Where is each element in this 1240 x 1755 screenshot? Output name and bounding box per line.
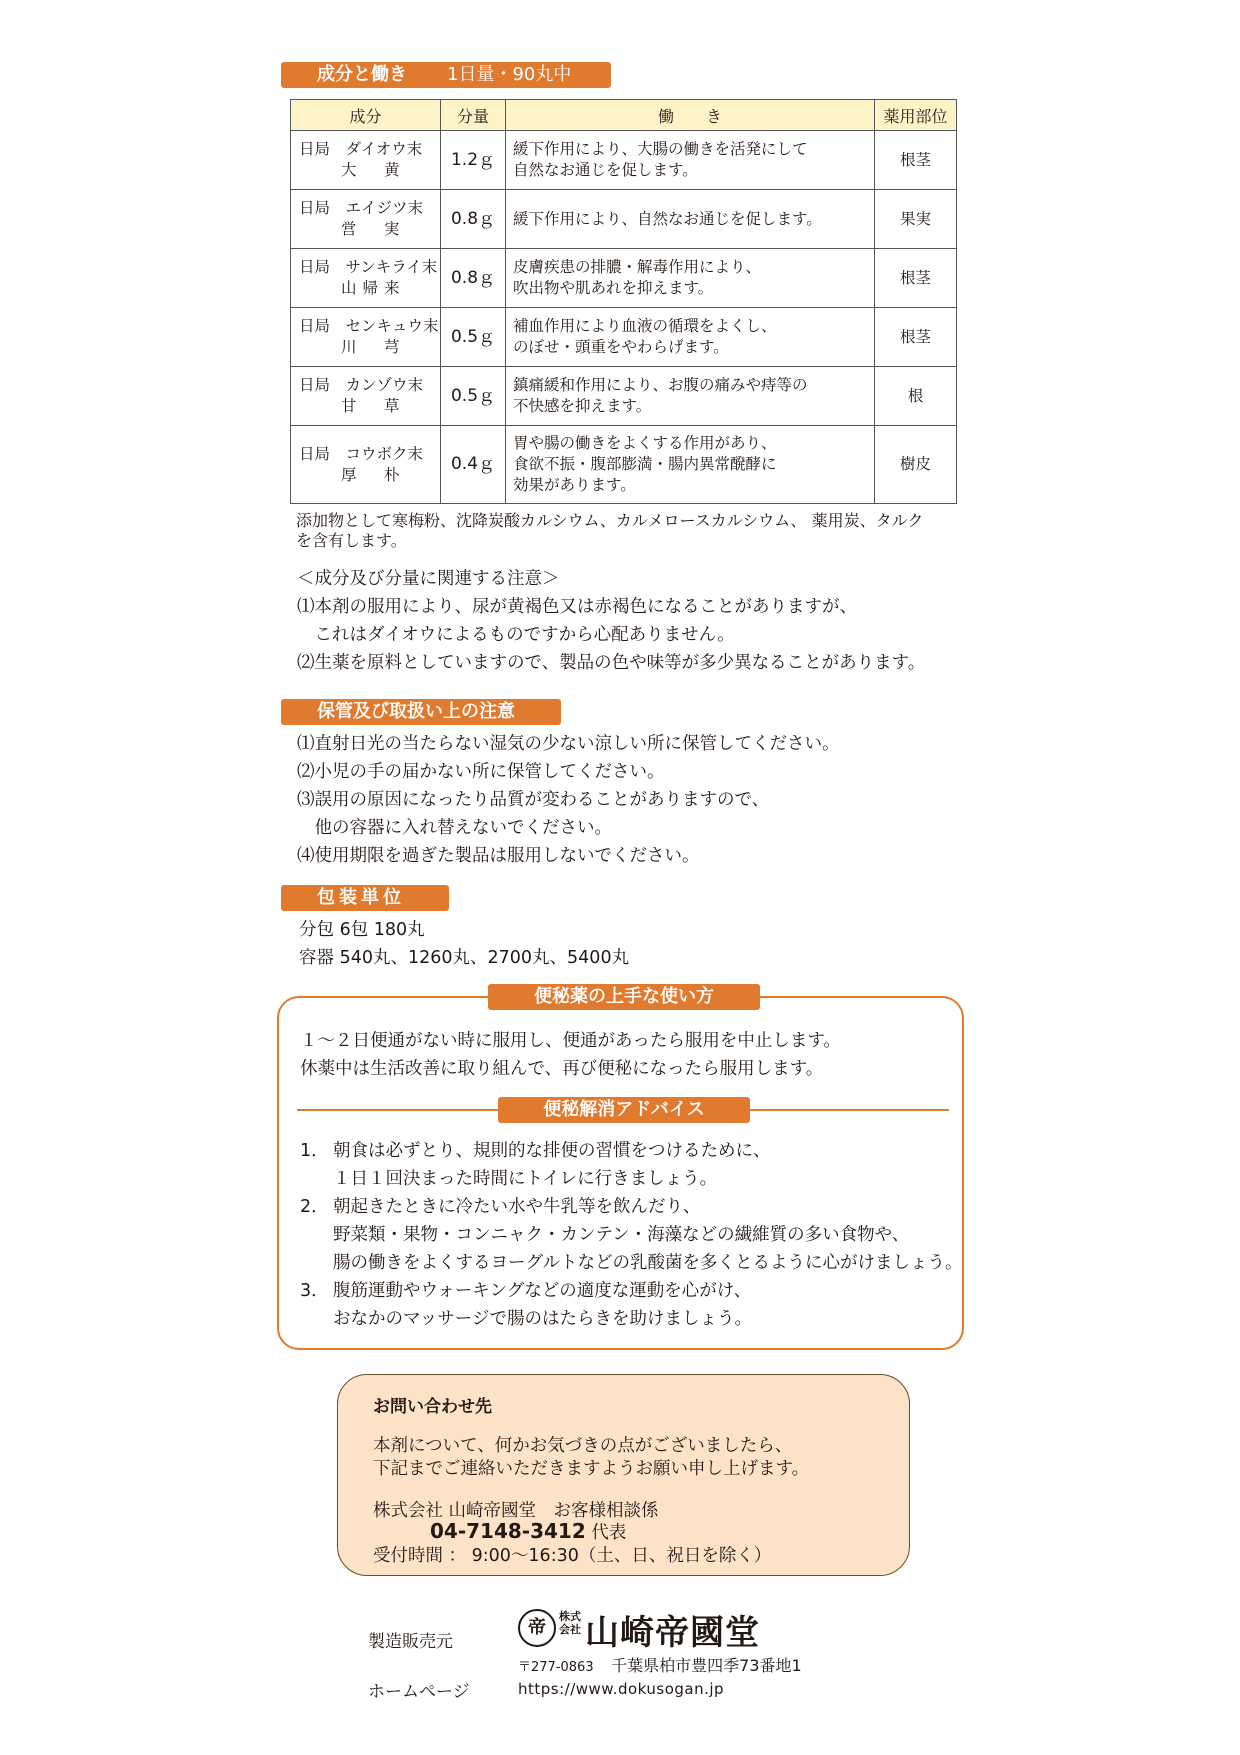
header-ingredient: 成分 <box>291 100 441 131</box>
address: 千葉県柏市豊四季73番地1 <box>611 1656 802 1675</box>
effect-cell <box>506 190 875 249</box>
section-title-storage: 保管及び取扱い上の注意 <box>281 699 561 725</box>
table-row <box>291 131 957 190</box>
company-logo-icon: 帝 <box>518 1609 556 1647</box>
part-cell: 根茎 <box>875 249 957 308</box>
header-effect: 働 き <box>506 100 875 131</box>
notes-item: ⑴本剤の服用により、尿が黄褐色又は赤褐色になることがありますが、 <box>297 597 857 617</box>
part-cell: 果実 <box>875 190 957 249</box>
storage-item: ⑵小児の手の届かない所に保管してください。 <box>297 762 665 782</box>
contact-phone: 04-7148-3412 <box>430 1519 586 1543</box>
table-header-row <box>291 100 957 131</box>
advice-item: 朝食は必ずとり、規則的な排便の習慣をつけるために、 <box>333 1141 771 1161</box>
additives-line-1: 添加物として寒梅粉、沈降炭酸カルシウム、カルメロースカルシウム、 薬用炭、タルク <box>296 511 924 530</box>
ingredient-name: 日局 エイジツ末 <box>299 199 424 217</box>
storage-item: ⑷使用期限を過ぎた製品は服用しないでください。 <box>297 846 700 866</box>
effect-cell <box>506 367 875 426</box>
ingredient-cell <box>291 131 441 190</box>
contact-phone-line <box>430 1519 626 1544</box>
ingredient-cell <box>291 426 441 504</box>
effect-line: 補血作用により血液の循環をよくし、 <box>513 317 777 335</box>
part-cell: 根茎 <box>875 131 957 190</box>
effect-line: 緩下作用により、大腸の働きを活発にして <box>513 140 808 158</box>
storage-item: ⑶誤用の原因になったり品質が変わることがありますので、 <box>297 790 770 810</box>
notes-item: ⑵生薬を原料としていますので、製品の色や味等が多少異なることがあります。 <box>297 653 926 673</box>
advice-title: 便秘解消アドバイス <box>498 1097 750 1123</box>
homepage-url[interactable]: https://www.dokusogan.jp <box>518 1680 725 1698</box>
storage-item: ⑴直射日光の当たらない湿気の少ない涼しい所に保管してください。 <box>297 734 840 754</box>
section-title-ingredients <box>281 62 611 88</box>
ingredient-cell <box>291 190 441 249</box>
contact-line-1: 本剤について、何かお気づきの点がございましたら、 <box>373 1436 793 1456</box>
additives-line-2: を含有します。 <box>296 531 407 550</box>
contact-line-2: 下記までご連絡いただきますようお願い申し上げます。 <box>373 1459 810 1479</box>
advice-number: 2． <box>300 1197 329 1217</box>
ingredient-name: 日局 サンキライ末 <box>299 258 438 276</box>
usage-title: 便秘薬の上手な使い方 <box>488 984 760 1010</box>
contact-company: 株式会社 山崎帝國堂 お客様相談係 <box>373 1501 659 1521</box>
logo-company-type <box>559 1610 581 1636</box>
ingredients-title: 成分と働き <box>317 64 407 85</box>
effect-line: 皮膚疾患の排膿・解毒作用により、 <box>513 258 762 276</box>
ingredient-kanji: 厚 朴 <box>341 465 406 484</box>
ingredients-subtitle: 1日量・90丸中 <box>447 64 572 85</box>
table-row <box>291 308 957 367</box>
postal-code: 〒277-0863 <box>518 1660 594 1675</box>
ingredient-kanji: 川 芎 <box>341 338 406 356</box>
effect-line: 鎮痛緩和作用により、お腹の痛みや痔等の <box>513 376 808 394</box>
advice-item: おなかのマッサージで腸のはたらきを助けましょう。 <box>333 1309 752 1329</box>
effect-line: 緩下作用により、自然なお通じを促します。 <box>513 209 822 228</box>
advice-item: 朝起きたときに冷たい水や牛乳等を飲んだり、 <box>333 1197 701 1217</box>
amount-cell: 1.2ｇ <box>441 131 506 190</box>
effect-line: 胃や腸の働きをよくする作用があり、 <box>513 434 777 452</box>
ingredients-table <box>290 99 957 504</box>
company-address-line <box>518 1653 802 1676</box>
homepage-label: ホームページ <box>368 1682 470 1702</box>
ingredient-kanji: 甘 草 <box>341 397 406 415</box>
table-row <box>291 190 957 249</box>
table-row <box>291 367 957 426</box>
advice-item: １日１回決まった時間にトイレに行きましょう。 <box>333 1169 718 1189</box>
logo-small-top: 株式 <box>559 1610 581 1623</box>
ingredient-name: 日局 ダイオウ末 <box>299 140 423 158</box>
effect-cell <box>506 308 875 367</box>
ingredient-kanji: 営 実 <box>341 220 406 238</box>
ingredient-cell <box>291 249 441 308</box>
effect-cell <box>506 131 875 190</box>
advice-number: 3． <box>300 1281 329 1301</box>
effect-line: 食欲不振・腹部膨満・腸内異常醗酵に <box>513 455 777 473</box>
amount-cell: 0.4ｇ <box>441 426 506 504</box>
maker-label: 製造販売元 <box>368 1632 453 1652</box>
amount-cell: 0.5ｇ <box>441 367 506 426</box>
table-row <box>291 249 957 308</box>
part-cell: 根 <box>875 367 957 426</box>
amount-cell: 0.8ｇ <box>441 190 506 249</box>
amount-cell: 0.8ｇ <box>441 249 506 308</box>
ingredient-name: 日局 コウボク末 <box>299 444 424 463</box>
ingredient-kanji: 大 黄 <box>341 161 406 179</box>
packaging-line-2: 容器 540丸、1260丸、2700丸、5400丸 <box>299 948 630 968</box>
effect-line: 不快感を抑えます。 <box>513 397 652 415</box>
company-logo-name: 山崎帝國堂 <box>585 1613 760 1653</box>
header-amount: 分量 <box>441 100 506 131</box>
effect-cell <box>506 426 875 504</box>
ingredient-cell <box>291 308 441 367</box>
effect-line: 自然なお通じを促します。 <box>513 161 698 179</box>
advice-item: 野菜類・果物・コンニャク・カンテン・海藻などの繊維質の多い食物や、 <box>333 1225 910 1245</box>
table-row <box>291 426 957 504</box>
advice-number: 1． <box>300 1141 329 1161</box>
usage-line-1: １～２日便通がない時に服用し、便通があったら服用を中止します。 <box>300 1031 841 1051</box>
effect-line: 効果があります。 <box>513 476 636 494</box>
contact-hours: 受付時間 ： 9:00～16:30（土、日、祝日を除く） <box>373 1546 772 1566</box>
effect-cell <box>506 249 875 308</box>
notes-title: ＜成分及び分量に関連する注意＞ <box>297 569 560 589</box>
contact-title: お問い合わせ先 <box>373 1397 492 1417</box>
part-cell: 根茎 <box>875 308 957 367</box>
advice-item: 腸の働きをよくするヨーグルトなどの乳酸菌を多くとるように心がけましょう。 <box>333 1253 963 1273</box>
packaging-line-1: 分包 6包 180丸 <box>299 920 425 940</box>
usage-line-2: 休薬中は生活改善に取り組んで、再び便秘になったら服用します。 <box>300 1059 824 1079</box>
effect-line: 吹出物や肌あれを抑えます。 <box>513 279 714 297</box>
ingredient-kanji: 山帰来 <box>341 279 406 297</box>
ingredient-name: 日局 カンゾウ末 <box>299 376 424 394</box>
notes-item: これはダイオウによるものですから心配ありません。 <box>297 625 735 645</box>
storage-item: 他の容器に入れ替えないでください。 <box>297 818 612 838</box>
ingredient-cell <box>291 367 441 426</box>
header-part: 薬用部位 <box>875 100 957 131</box>
section-title-packaging: 包装単位 <box>281 885 449 911</box>
logo-small-bottom: 会社 <box>559 1623 581 1636</box>
part-cell: 樹皮 <box>875 426 957 504</box>
advice-item: 腹筋運動やウォーキングなどの適度な運動を心がけ、 <box>333 1281 752 1301</box>
ingredient-name: 日局 センキュウ末 <box>299 317 439 335</box>
contact-phone-suffix: 代表 <box>591 1523 627 1543</box>
effect-line: のぼせ・頭重をやわらげます。 <box>513 338 729 356</box>
amount-cell: 0.5ｇ <box>441 308 506 367</box>
